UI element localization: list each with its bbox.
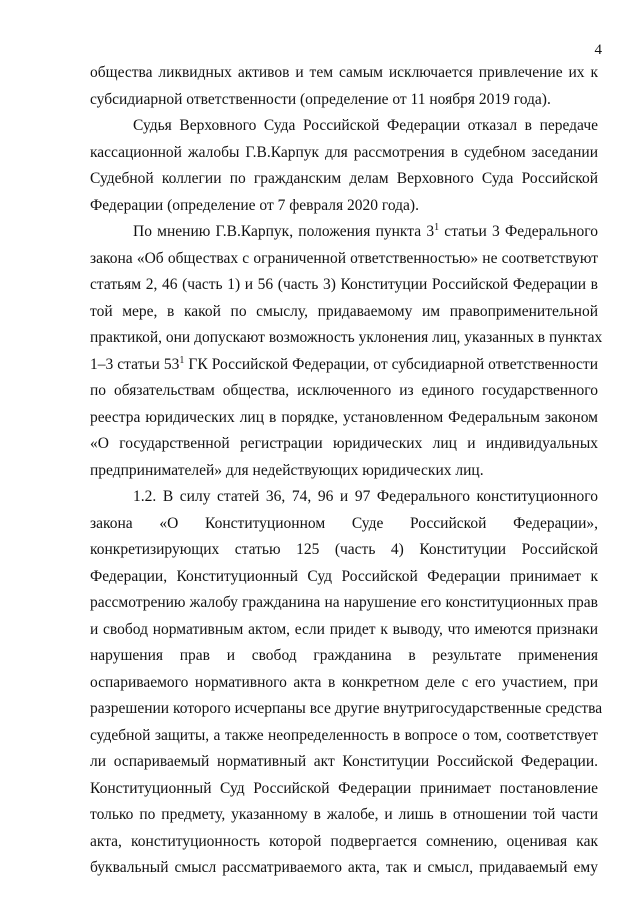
- text-line: только по предмету, указанному в жалобе, и лишь в отношении той части: [90, 806, 598, 823]
- page-number: 4: [594, 42, 602, 58]
- text-line: Конституционный Суд Российской Федерации принимает постановление: [90, 779, 598, 797]
- text-line: субсидиарной ответственности (определение от 11 ноября 2019 года).: [90, 90, 551, 108]
- text-line: Судебной коллегии по гражданским делам Верховного Суда Российской: [90, 170, 598, 187]
- superscript: 1: [434, 222, 440, 233]
- text-line: конкретизирующих статью 125 (часть 4) Конституции Российской: [90, 541, 598, 558]
- paragraph: [90, 113, 598, 219]
- text-line: рассмотрению жалобу гражданина на нарушение его конституционных прав: [90, 594, 598, 611]
- text-line: разрешении которого исчерпаны все другие внутригосударственные средства: [90, 700, 603, 717]
- text-line: ли оспариваемый нормативный акт Конституции Российской Федерации.: [90, 753, 598, 770]
- text-line: предпринимателей» для недействующих юридических лиц.: [90, 461, 484, 479]
- text-line: статьям 2, 46 (часть 1) и 56 (часть 3) Конституции Российской Федерации в: [90, 276, 598, 293]
- text-line: закона «О Конституционном Суде Российской Федерации»,: [90, 514, 598, 532]
- text-line: Федерации, Конституционный Суд Российской Федерации принимает к: [90, 567, 598, 585]
- text-segment: 1–3 статьи 53: [90, 355, 180, 373]
- paragraph: [90, 484, 603, 882]
- text-line: «О государственной регистрации юридических лиц и индивидуальных: [90, 435, 598, 452]
- text-line: практикой, они допускают возможность уклонения лиц, указанных в пунктах: [90, 329, 603, 346]
- text-line: той мере, в какой по смыслу, придаваемому им правоприменительной: [90, 302, 598, 320]
- text-line: нарушения прав и свобод гражданина в результате применения: [90, 647, 598, 664]
- text-line: закона «Об обществах с ограниченной ответственностью» не соответствуют: [90, 249, 598, 267]
- text-line: по обязательствам общества, исключенного из единого государственного: [90, 382, 598, 399]
- text-line: судебной защиты, а также неопределенность в вопросе о том, соответствует: [90, 726, 598, 744]
- text-segment: статьи 3 Федерального: [439, 223, 599, 240]
- text-line: общества ликвидных активов и тем самым исключается привлечение их к: [90, 64, 598, 81]
- text-line: Судья Верховного Суда Российской Федерации отказал в передаче: [133, 117, 598, 134]
- text-line: буквальный смысл рассматриваемого акта, так и смысл, придаваемый ему: [90, 859, 598, 876]
- text-line: Федерации (определение от 7 февраля 2020 года).: [90, 196, 419, 214]
- text-line: и свобод нормативным актом, если придет к выводу, что имеются признаки: [90, 620, 598, 638]
- text-line: [90, 219, 598, 246]
- text-line: реестра юридических лиц в порядке, установленном Федеральным законом: [90, 408, 598, 426]
- text-segment: По мнению Г.В.Карпук, положения пункта 3: [133, 223, 435, 240]
- text-line: 1.2. В силу статей 36, 74, 96 и 97 Федерального конституционного: [133, 488, 598, 505]
- paragraph: [90, 219, 603, 484]
- paragraph: [90, 60, 598, 113]
- document-body: [90, 60, 603, 882]
- text-line: [90, 352, 598, 379]
- text-segment: ГК Российской Федерации, от субсидиарной ответственности: [184, 355, 598, 373]
- superscript: 1: [179, 354, 185, 366]
- text-line: кассационной жалобы Г.В.Карпук для рассмотрения в судебном заседании: [90, 143, 598, 161]
- text-line: акта, конституционность которой подвергается сомнению, оценивая как: [90, 832, 598, 850]
- text-line: оспариваемого нормативного акта в конкретном деле с его участием, при: [90, 673, 598, 691]
